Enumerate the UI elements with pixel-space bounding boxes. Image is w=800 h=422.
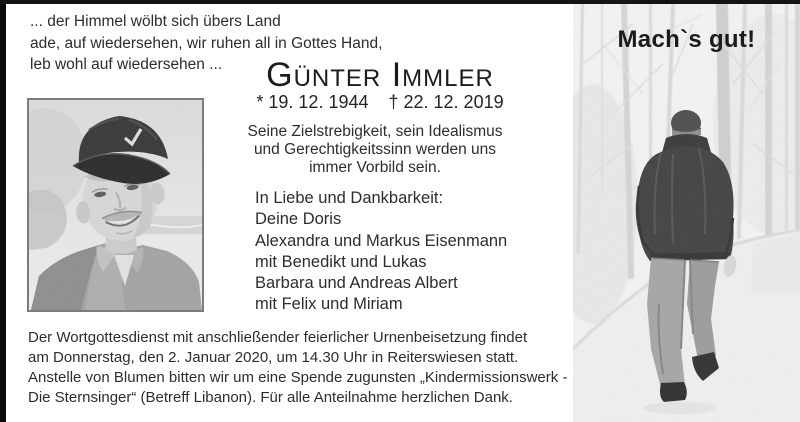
family-line: Barbara und Andreas Albert bbox=[255, 274, 458, 293]
family-line: Deine Doris bbox=[255, 210, 342, 229]
service-line: Die Sternsinger“ (Betreff Libanon). Für alle Anteilnahme herzlichen Dank. bbox=[28, 389, 513, 406]
mourning-family-list bbox=[255, 188, 507, 316]
family-line: mit Felix und Miriam bbox=[255, 295, 403, 314]
family-line: mit Benedikt und Lukas bbox=[255, 252, 427, 271]
service-line: Der Wortgottesdienst mit anschließender feierlicher Urnenbeisetzung findet bbox=[28, 329, 528, 346]
service-line: Anstelle von Blumen bitten wir um eine Spende zugunsten „Kindermissionswerk - bbox=[28, 369, 568, 386]
portrait-photo-drawing bbox=[29, 100, 202, 310]
poem-line: leb wohl auf wiedersehen ... bbox=[30, 56, 223, 73]
tribute-line: immer Vorbild sein. bbox=[309, 159, 441, 177]
portrait-photo bbox=[27, 98, 204, 312]
deceased-name: Günter Immler bbox=[266, 56, 494, 94]
poem-line: ade, auf wiedersehen, wir ruhen all in Gottes Hand, bbox=[30, 34, 383, 52]
tribute-line: Seine Zielstrebigkeit, sein Idealismus bbox=[247, 123, 503, 140]
life-dates bbox=[230, 91, 530, 113]
death-date: † 22. 12. 2019 bbox=[388, 92, 504, 112]
farewell-caption: Mach`s gut! bbox=[617, 26, 756, 53]
walking-photo bbox=[573, 4, 800, 422]
service-line: am Donnerstag, den 2. Januar 2020, um 14.30 Uhr in Reiterswiesen statt. bbox=[28, 349, 519, 366]
family-line: Alexandra und Markus Eisenmann bbox=[255, 231, 508, 250]
poem-line: ... der Himmel wölbt sich übers Land bbox=[30, 13, 281, 30]
tribute-text bbox=[235, 123, 515, 178]
tribute-line: und Gerechtigkeitssinn werden uns bbox=[253, 141, 497, 159]
family-line: In Liebe und Dankbarkeit: bbox=[255, 189, 444, 207]
service-information bbox=[28, 328, 567, 408]
birth-date: * 19. 12. 1944 bbox=[256, 92, 369, 112]
walking-photo-drawing bbox=[573, 4, 800, 422]
notice-left-border bbox=[0, 0, 6, 422]
